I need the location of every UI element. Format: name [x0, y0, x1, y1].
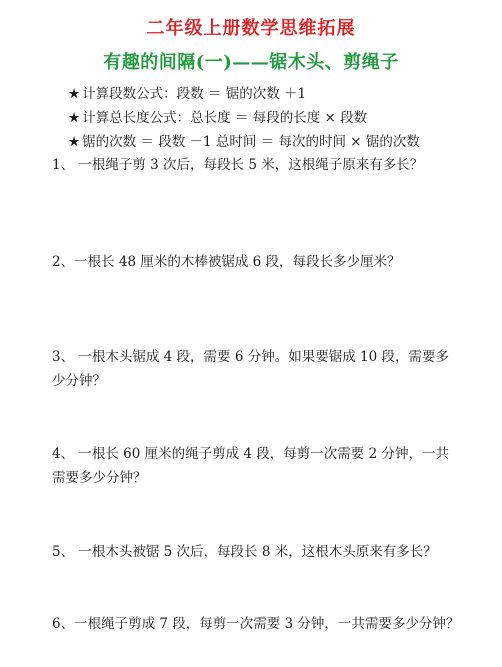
star-icon: ★ — [68, 86, 81, 102]
formula-text: 计算总长度公式：总长度 ＝ 每段的长度 × 段数 — [82, 110, 368, 126]
formula-text: 计算段数公式：段数 ＝ 锯的次数 ＋1 — [82, 86, 307, 102]
question-5: 5、 一根木头被锯 5 次后，每段长 8 米，这根木头原来有多长？ — [52, 544, 437, 560]
question-3: 3、 一根木头锯成 4 段，需要 6 分钟。如果要锯成 10 段，需要多少分钟？ — [52, 349, 449, 389]
star-icon: ★ — [68, 134, 81, 150]
question-1: 1、 一根绳子剪 3 次后，每段长 5 米，这根绳子原来有多长？ — [52, 157, 424, 173]
page-title: 二年级上册数学思维拓展 — [146, 18, 356, 39]
page-subtitle: 有趣的间隔(一)——锯木头、剪绳子 — [103, 52, 399, 73]
formula-saw-count — [68, 130, 420, 150]
star-icon: ★ — [68, 110, 81, 126]
question-6: 6、一根绳子剪成 7 段，每剪一次需要 3 分钟，一共需要多少分钟？ — [52, 616, 460, 632]
formula-segments — [68, 82, 306, 102]
question-4: 4、 一根长 60 厘米的绳子剪成 4 段，每剪一次需要 2 分钟，一共需要多少分钟？ — [52, 446, 449, 486]
question-2: 2、一根长 48 厘米的木棒被锯成 6 段，每段长多少厘米？ — [52, 254, 401, 270]
formula-text: 锯的次数 ＝ 段数 －1 总时间 ＝ 每次的时间 × 锯的次数 — [82, 134, 420, 150]
formula-total-length — [68, 106, 367, 126]
